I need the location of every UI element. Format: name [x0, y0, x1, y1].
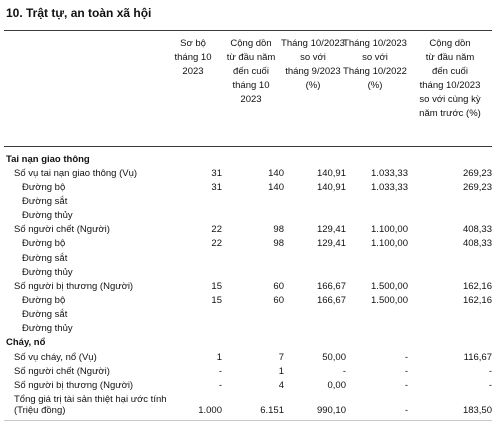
- cell-value: [408, 308, 492, 322]
- column-header-line: tháng 10/2023: [419, 80, 481, 91]
- column-header-1: [168, 37, 218, 79]
- cell-value: [176, 209, 222, 223]
- cell-value: 116,67: [463, 351, 492, 363]
- cell-value: 129,41: [316, 224, 346, 236]
- cell-value: -: [342, 365, 346, 377]
- header-top-rule: [4, 30, 492, 31]
- section-title: 10. Trật tự, an toàn xã hội: [6, 6, 152, 20]
- column-header-line: tháng 9/2023: [285, 66, 341, 77]
- column-header-line: năm trước (%): [419, 108, 481, 119]
- cell-value: 129,41: [316, 238, 346, 250]
- cell-value: 140: [268, 181, 284, 193]
- column-header-line: so với: [300, 52, 326, 63]
- cell-value: 60: [273, 280, 284, 292]
- cell-value: 31: [211, 181, 222, 193]
- cell-value: [284, 265, 346, 279]
- column-header-line: Tháng 10/2023: [281, 38, 345, 49]
- cell-value: 1.033,33: [371, 181, 408, 193]
- row-label: Đường bộ: [22, 294, 66, 306]
- cell-value: -: [218, 379, 222, 391]
- cell-value: [284, 308, 346, 322]
- cell-value: [176, 322, 222, 336]
- section-row: [4, 152, 492, 166]
- cell-value: 1.100,00: [371, 224, 408, 236]
- cell-value: 1: [216, 351, 222, 363]
- cell-value: -: [488, 365, 492, 377]
- cell-value: [222, 308, 284, 322]
- row-label: Đường thủy: [22, 323, 73, 335]
- cell-value: 162,16: [462, 280, 492, 292]
- table-row: [4, 194, 492, 208]
- cell-value: -: [488, 379, 492, 391]
- cell-value: -: [404, 351, 408, 363]
- cell-value: 408,33: [462, 238, 492, 250]
- header-bottom-rule: [4, 146, 492, 147]
- row-label: Cháy, nổ: [6, 337, 46, 349]
- cell-value: 990,10: [316, 405, 346, 417]
- cell-value: 22: [211, 224, 222, 236]
- cell-value: [222, 336, 284, 350]
- table-row: [4, 180, 492, 194]
- cell-value: [346, 265, 408, 279]
- cell-value: [222, 251, 284, 265]
- cell-value: [408, 265, 492, 279]
- cell-value: [408, 152, 492, 166]
- cell-value: 1.100,00: [371, 238, 408, 250]
- row-label: Tai nạn giao thông: [6, 153, 90, 165]
- table-row: [4, 322, 492, 336]
- column-header-line: 2023: [182, 66, 204, 77]
- cell-value: [284, 322, 346, 336]
- row-label: Đường thủy: [22, 210, 73, 222]
- column-header-line: (%): [367, 80, 383, 91]
- table-row: [4, 265, 492, 279]
- cell-value: 0,00: [327, 379, 346, 391]
- cell-value: 31: [211, 167, 222, 179]
- column-header-2: [220, 37, 282, 107]
- column-header-3: [280, 37, 346, 93]
- cell-value: [222, 209, 284, 223]
- column-header-line: Tháng 10/2022: [343, 66, 407, 77]
- column-header-line: Sơ bộ: [180, 38, 206, 49]
- table-bottom-rule: [4, 420, 492, 421]
- cell-value: -: [404, 405, 408, 417]
- cell-value: 166,67: [316, 280, 346, 292]
- cell-value: [346, 152, 408, 166]
- cell-value: 50,00: [322, 351, 346, 363]
- table-row: [4, 308, 492, 322]
- cell-value: [176, 308, 222, 322]
- cell-value: -: [404, 379, 408, 391]
- table-row: [4, 378, 492, 392]
- cell-value: [346, 209, 408, 223]
- cell-value: [408, 336, 492, 350]
- cell-value: [284, 209, 346, 223]
- row-label: Số người chết (Người): [14, 365, 110, 377]
- column-header-line: so với: [362, 52, 388, 63]
- cell-value: [346, 322, 408, 336]
- cell-value: [408, 322, 492, 336]
- column-header-4: [342, 37, 408, 93]
- cell-value: 1.500,00: [371, 280, 408, 292]
- column-header-line: từ đầu năm: [425, 52, 475, 63]
- cell-value: [284, 251, 346, 265]
- table-row: [4, 350, 492, 364]
- row-label: Đường sắt: [22, 309, 68, 321]
- cell-value: [222, 265, 284, 279]
- row-label: Đường bộ: [22, 181, 66, 193]
- cell-value: 6.151: [260, 405, 284, 417]
- cell-value: [346, 251, 408, 265]
- column-header-line: Cộng dồn: [230, 38, 272, 49]
- cell-value: 4: [278, 379, 284, 391]
- table-row: [4, 364, 492, 378]
- column-header-5: [406, 37, 494, 121]
- column-header-line: so với cùng kỳ: [419, 94, 481, 105]
- column-header-line: Tháng 10/2023: [343, 38, 407, 49]
- table-row: [4, 279, 492, 293]
- column-header-line: đến cuối: [233, 66, 269, 77]
- column-header-line: Cộng dồn: [429, 38, 471, 49]
- cell-value: 1: [278, 365, 284, 377]
- cell-value: 98: [273, 224, 284, 236]
- statistics-table: [4, 152, 492, 416]
- row-label: Tổng giá trị tài sản thiệt hại ước tính (Triệu đồng): [14, 394, 167, 417]
- table-row: [4, 293, 492, 307]
- cell-value: 15: [211, 294, 222, 306]
- cell-value: 183,50: [462, 405, 492, 417]
- cell-value: [346, 194, 408, 208]
- column-header-line: tháng 10: [232, 80, 270, 91]
- cell-value: [284, 194, 346, 208]
- cell-value: [346, 336, 408, 350]
- cell-value: [176, 265, 222, 279]
- cell-value: [222, 194, 284, 208]
- table-row: [4, 392, 492, 416]
- cell-value: [408, 194, 492, 208]
- table-row: [4, 209, 492, 223]
- cell-value: [176, 336, 222, 350]
- cell-value: 162,16: [462, 294, 492, 306]
- cell-value: 166,67: [316, 294, 346, 306]
- column-header-line: (%): [305, 80, 321, 91]
- cell-value: [284, 336, 346, 350]
- table-row: [4, 223, 492, 237]
- cell-value: 140: [268, 167, 284, 179]
- cell-value: 60: [273, 294, 284, 306]
- row-label: Số người bị thương (Người): [14, 280, 134, 292]
- cell-value: [408, 251, 492, 265]
- row-label: Số người bị thương (Người): [14, 379, 134, 391]
- row-label: Số vụ cháy, nổ (Vụ): [14, 351, 97, 363]
- cell-value: 269,23: [462, 167, 492, 179]
- cell-value: 140,91: [316, 181, 346, 193]
- cell-value: -: [404, 365, 408, 377]
- cell-value: 1.000: [198, 405, 222, 417]
- cell-value: 7: [278, 351, 284, 363]
- column-header-line: 2023: [240, 94, 262, 105]
- cell-value: 408,33: [462, 224, 492, 236]
- cell-value: [346, 308, 408, 322]
- row-label: Đường thủy: [22, 266, 73, 278]
- cell-value: -: [218, 365, 222, 377]
- row-label: Đường sắt: [22, 252, 68, 264]
- row-label: Số vụ tai nạn giao thông (Vụ): [14, 167, 138, 179]
- table-row: [4, 237, 492, 251]
- cell-value: [408, 209, 492, 223]
- cell-value: 1.033,33: [371, 167, 408, 179]
- cell-value: [222, 152, 284, 166]
- cell-value: 1.500,00: [371, 294, 408, 306]
- cell-value: 98: [273, 238, 284, 250]
- cell-value: 15: [211, 280, 222, 292]
- row-label: Đường bộ: [22, 238, 66, 250]
- table-row: [4, 251, 492, 265]
- cell-value: 22: [211, 238, 222, 250]
- cell-value: [284, 152, 346, 166]
- cell-value: [176, 251, 222, 265]
- row-label: Đường sắt: [22, 195, 68, 207]
- section-row: [4, 336, 492, 350]
- column-header-line: từ đầu năm: [226, 52, 276, 63]
- cell-value: 269,23: [462, 181, 492, 193]
- column-header-line: tháng 10: [174, 52, 212, 63]
- cell-value: [176, 152, 222, 166]
- cell-value: [222, 322, 284, 336]
- column-header-line: đến cuối: [432, 66, 468, 77]
- table-row: [4, 166, 492, 180]
- cell-value: 140,91: [316, 167, 346, 179]
- cell-value: [176, 194, 222, 208]
- row-label: Số người chết (Người): [14, 224, 110, 236]
